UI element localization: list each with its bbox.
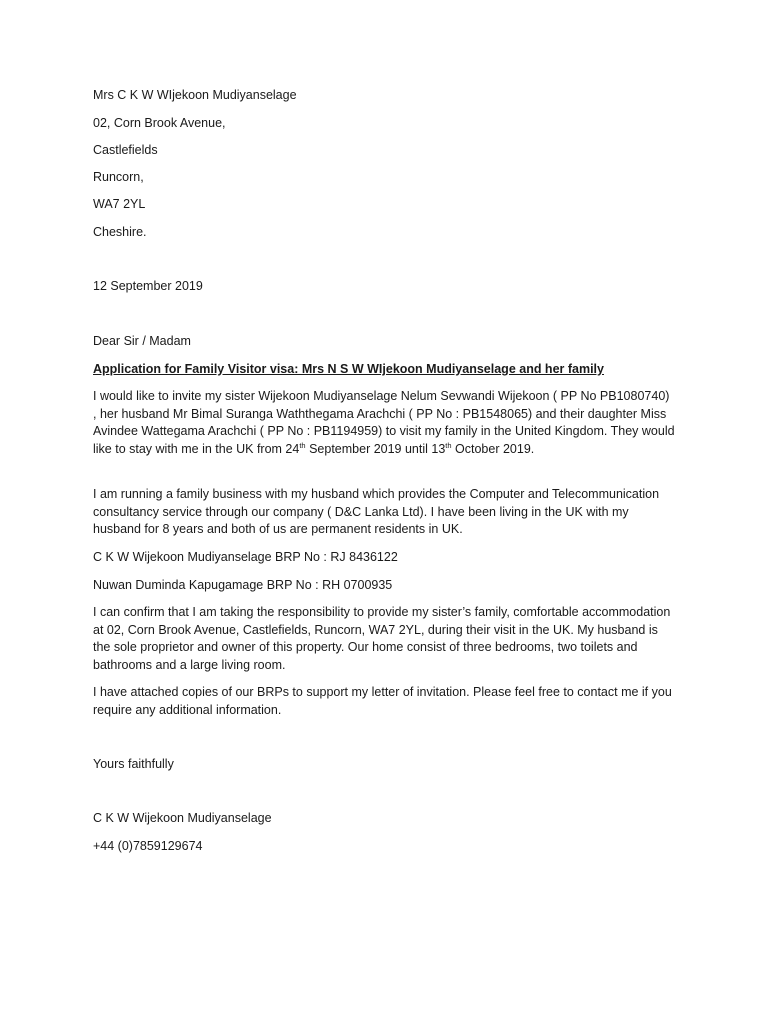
paragraph-attachments: I have attached copies of our BRPs to support my letter of invitation. Please feel free to contact me if you require any additional information. xyxy=(93,685,672,717)
sender-address-line: Cheshire. xyxy=(93,225,147,239)
paragraph-invitation xyxy=(93,388,675,458)
paragraph-business: I am running a family business with my husband which provides the Computer and Telecommunication consultancy service through our company ( D&C Lanka Ltd). I have been living in the UK with my husband for 8 years and both of us are permanent residents in UK. xyxy=(93,487,660,536)
closing: Yours faithfully xyxy=(93,757,174,771)
ordinal-suffix: th xyxy=(445,440,452,450)
ordinal-suffix: th xyxy=(299,440,306,450)
paragraph-invitation-text: I would like to invite my sister Wijekoon Mudiyanselage Nelum Sevwandi Wijekoon ( PP No PB1080740) , her husband Mr Bimal Suranga Waththegama Arachchi ( PP No : PB1548065) and their daughter Miss Avindee Wattegama Arachchi ( PP No : PB1194959) to visit my family in the United Kingdom. They would like to stay with me in the UK from 24 xyxy=(93,389,675,456)
paragraph-invitation-text: September 2019 until 13 xyxy=(305,441,446,456)
brp-line: Nuwan Duminda Kapugamage BRP No : RH 0700935 xyxy=(93,578,393,592)
brp-line: C K W Wijekoon Mudiyanselage BRP No : RJ 8436122 xyxy=(93,550,398,564)
salutation: Dear Sir / Madam xyxy=(93,334,191,348)
sender-address-line: WA7 2YL xyxy=(93,197,146,211)
letter-date: 12 September 2019 xyxy=(93,279,203,293)
sender-address-line: Runcorn, xyxy=(93,170,144,184)
paragraph-accommodation: I can confirm that I am taking the responsibility to provide my sister’s family, comfortable accommodation at 02, Corn Brook Avenue, Castlefields, Runcorn, WA7 2YL, during their visit in the UK. My husband is the sole proprietor and owner of this property. Our home consist of three bedrooms, two toilets and bathrooms and a large living room. xyxy=(93,605,671,672)
sender-address-line: 02, Corn Brook Avenue, xyxy=(93,116,226,130)
signature-name: C K W Wijekoon Mudiyanselage xyxy=(93,811,272,825)
paragraph-invitation-text: October 2019. xyxy=(451,441,535,456)
signature-phone: +44 (0)7859129674 xyxy=(93,839,203,853)
sender-name: Mrs C K W WIjekoon Mudiyanselage xyxy=(93,88,297,102)
sender-address-line: Castlefields xyxy=(93,143,158,157)
subject-line: Application for Family Visitor visa: Mrs N S W WIjekoon Mudiyanselage and her family xyxy=(93,362,604,376)
